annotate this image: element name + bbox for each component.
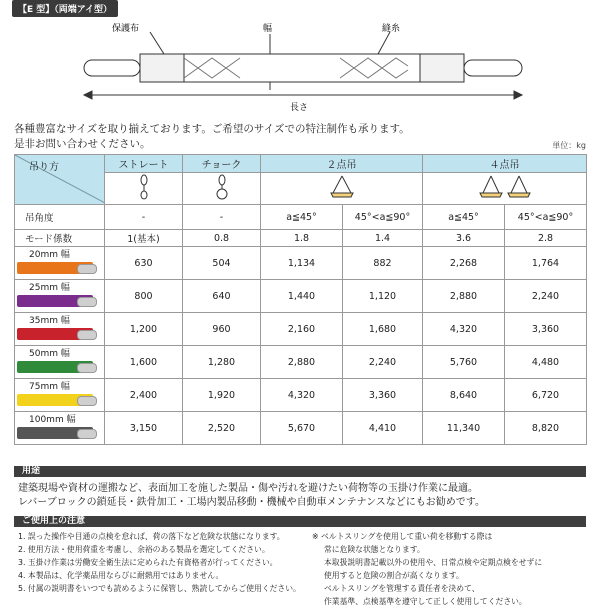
width-cell bbox=[15, 313, 105, 346]
col-straight: ストレート bbox=[105, 155, 183, 173]
width-cell bbox=[15, 379, 105, 412]
note-right-line: 本取扱説明書記載以外の使用や、日常点検や定期点検をせずに bbox=[324, 558, 543, 567]
notes-header: ご使用上の注意 bbox=[14, 516, 586, 527]
strap-swatch bbox=[17, 262, 93, 274]
width-label: 幅 bbox=[263, 24, 273, 34]
note-item: 3. 玉掛け作業は労働安全衛生法に定められた有資格者が行ってください。 bbox=[18, 558, 278, 567]
width-label: 100mm 幅 bbox=[29, 415, 76, 425]
load-value: 800 bbox=[105, 280, 183, 313]
load-value: 960 bbox=[183, 313, 261, 346]
strap-swatch bbox=[17, 295, 93, 307]
notes-right bbox=[312, 530, 592, 608]
load-value: 2,880 bbox=[423, 280, 505, 313]
mode-cell: 0.8 bbox=[183, 230, 261, 247]
mode-row bbox=[15, 230, 587, 247]
sling-diagram bbox=[60, 20, 540, 120]
load-value: 2,160 bbox=[261, 313, 343, 346]
uses-line-2: レバーブロックの鎖延長・鉄骨加工・工場内製品移動・機械や自動車メンテナンスなどにもお勧めです。 bbox=[18, 497, 485, 508]
mode-cell: 1.4 bbox=[343, 230, 423, 247]
load-value: 1,134 bbox=[261, 247, 343, 280]
angle-label: 吊角度 bbox=[15, 205, 105, 230]
width-row bbox=[15, 346, 587, 379]
note-right-line: 使用すると危険の割合が高くなります。 bbox=[324, 571, 464, 580]
load-value: 1,600 bbox=[105, 346, 183, 379]
load-value: 882 bbox=[343, 247, 423, 280]
angle-cell: - bbox=[105, 205, 183, 230]
load-value: 6,720 bbox=[505, 379, 587, 412]
stitch-label: 縫糸 bbox=[382, 24, 401, 34]
note-item: 1. 誤った操作や目通の点検を怠れば、荷の落下など危険な状態になります。 bbox=[18, 532, 285, 541]
load-value: 3,360 bbox=[505, 313, 587, 346]
note-right-line: ベルトスリングを管理する責任者を決めて、 bbox=[324, 584, 480, 593]
note-item: 2. 使用方法・使用荷重を考慮し、余裕のある製品を選定してください。 bbox=[18, 545, 270, 554]
load-value: 2,520 bbox=[183, 412, 261, 445]
angle-cell: - bbox=[183, 205, 261, 230]
four-point-icon bbox=[423, 173, 587, 205]
load-value: 4,320 bbox=[261, 379, 343, 412]
width-label: 25mm 幅 bbox=[29, 283, 70, 293]
left-eye bbox=[84, 60, 140, 76]
width-row bbox=[15, 280, 587, 313]
note-right-line: ※ ベルトスリングを使用して重い荷を移動する際は bbox=[312, 532, 493, 541]
load-value: 4,480 bbox=[505, 346, 587, 379]
width-row bbox=[15, 412, 587, 445]
load-value: 4,320 bbox=[423, 313, 505, 346]
corner-label: 吊り方 bbox=[29, 162, 59, 173]
load-value: 2,400 bbox=[105, 379, 183, 412]
strap-swatch bbox=[17, 394, 93, 406]
strap-swatch bbox=[17, 361, 93, 373]
width-label: 50mm 幅 bbox=[29, 349, 70, 359]
width-rows bbox=[15, 247, 587, 445]
width-row bbox=[15, 379, 587, 412]
load-value: 11,340 bbox=[423, 412, 505, 445]
col-choke: チョーク bbox=[183, 155, 261, 173]
note-right-line: 常に危険な状態となります。 bbox=[324, 545, 425, 554]
mode-cell: 1(基本) bbox=[105, 230, 183, 247]
uses-line-1: 建築現場や資材の運搬など、表面加工を施した製品・傷や汚れを避けたい荷物等の玉掛け作業に最適。 bbox=[18, 483, 478, 494]
note-item: 4. 本製品は、化学薬品用ならびに耐熱用ではありません。 bbox=[18, 571, 224, 580]
width-cell bbox=[15, 346, 105, 379]
mode-label: モード係数 bbox=[15, 230, 105, 247]
load-value: 2,880 bbox=[261, 346, 343, 379]
spec-table bbox=[14, 154, 587, 445]
strap-swatch bbox=[17, 328, 93, 340]
load-value: 630 bbox=[105, 247, 183, 280]
load-value: 1,440 bbox=[261, 280, 343, 313]
width-label: 20mm 幅 bbox=[29, 250, 70, 260]
col-two-point: ２点吊 bbox=[261, 155, 423, 173]
note-item: 5. 付属の説明書をいつでも読めるように保管し、熟読してからご使用ください。 bbox=[18, 584, 301, 593]
load-value: 1,764 bbox=[505, 247, 587, 280]
intro-line-1: 各種豊富なサイズを取り揃えております。ご希望のサイズでの特注制作も承ります。 bbox=[14, 123, 410, 135]
load-value: 1,680 bbox=[343, 313, 423, 346]
width-cell bbox=[15, 412, 105, 445]
width-cell bbox=[15, 247, 105, 280]
mode-cell: 3.6 bbox=[423, 230, 505, 247]
angle-cell: 45°<a≦90° bbox=[343, 205, 423, 230]
load-value: 1,920 bbox=[183, 379, 261, 412]
straight-icon bbox=[105, 173, 183, 205]
load-value: 1,120 bbox=[343, 280, 423, 313]
uses-text bbox=[18, 482, 588, 510]
load-value: 1,200 bbox=[105, 313, 183, 346]
load-value: 5,760 bbox=[423, 346, 505, 379]
width-row bbox=[15, 247, 587, 280]
load-value: 8,640 bbox=[423, 379, 505, 412]
choke-icon bbox=[183, 173, 261, 205]
load-value: 640 bbox=[183, 280, 261, 313]
unit-label: 単位：kg bbox=[552, 141, 586, 150]
intro-line-2: 是非お問い合わせください。 bbox=[14, 138, 151, 150]
width-cell bbox=[15, 280, 105, 313]
strap-swatch bbox=[17, 427, 93, 439]
length-label: 長さ bbox=[290, 103, 309, 113]
angle-cell: a≦45° bbox=[261, 205, 343, 230]
two-point-icon bbox=[261, 173, 423, 205]
belt-body bbox=[140, 54, 464, 82]
load-value: 504 bbox=[183, 247, 261, 280]
right-eye bbox=[464, 60, 522, 76]
intro-text bbox=[14, 122, 594, 152]
load-value: 2,240 bbox=[505, 280, 587, 313]
width-label: 35mm 幅 bbox=[29, 316, 70, 326]
protect-label: 保護布 bbox=[112, 24, 140, 34]
type-title: 【E 型】（両端アイ型） bbox=[12, 0, 118, 17]
load-value: 2,240 bbox=[343, 346, 423, 379]
angle-row bbox=[15, 205, 587, 230]
angle-cell: 45°<a≦90° bbox=[505, 205, 587, 230]
load-value: 8,820 bbox=[505, 412, 587, 445]
load-value: 4,410 bbox=[343, 412, 423, 445]
load-value: 3,360 bbox=[343, 379, 423, 412]
load-value: 3,150 bbox=[105, 412, 183, 445]
width-row bbox=[15, 313, 587, 346]
uses-header: 用途 bbox=[14, 466, 586, 477]
notes-list bbox=[18, 530, 308, 595]
corner-cell bbox=[15, 155, 105, 205]
load-value: 1,280 bbox=[183, 346, 261, 379]
note-right-line: 作業基準、点検基準を遵守して正しく使用してください。 bbox=[324, 597, 527, 606]
load-value: 2,268 bbox=[423, 247, 505, 280]
width-label: 75mm 幅 bbox=[29, 382, 70, 392]
mode-cell: 1.8 bbox=[261, 230, 343, 247]
col-four-point: ４点吊 bbox=[423, 155, 587, 173]
angle-cell: a≦45° bbox=[423, 205, 505, 230]
load-value: 5,670 bbox=[261, 412, 343, 445]
mode-cell: 2.8 bbox=[505, 230, 587, 247]
